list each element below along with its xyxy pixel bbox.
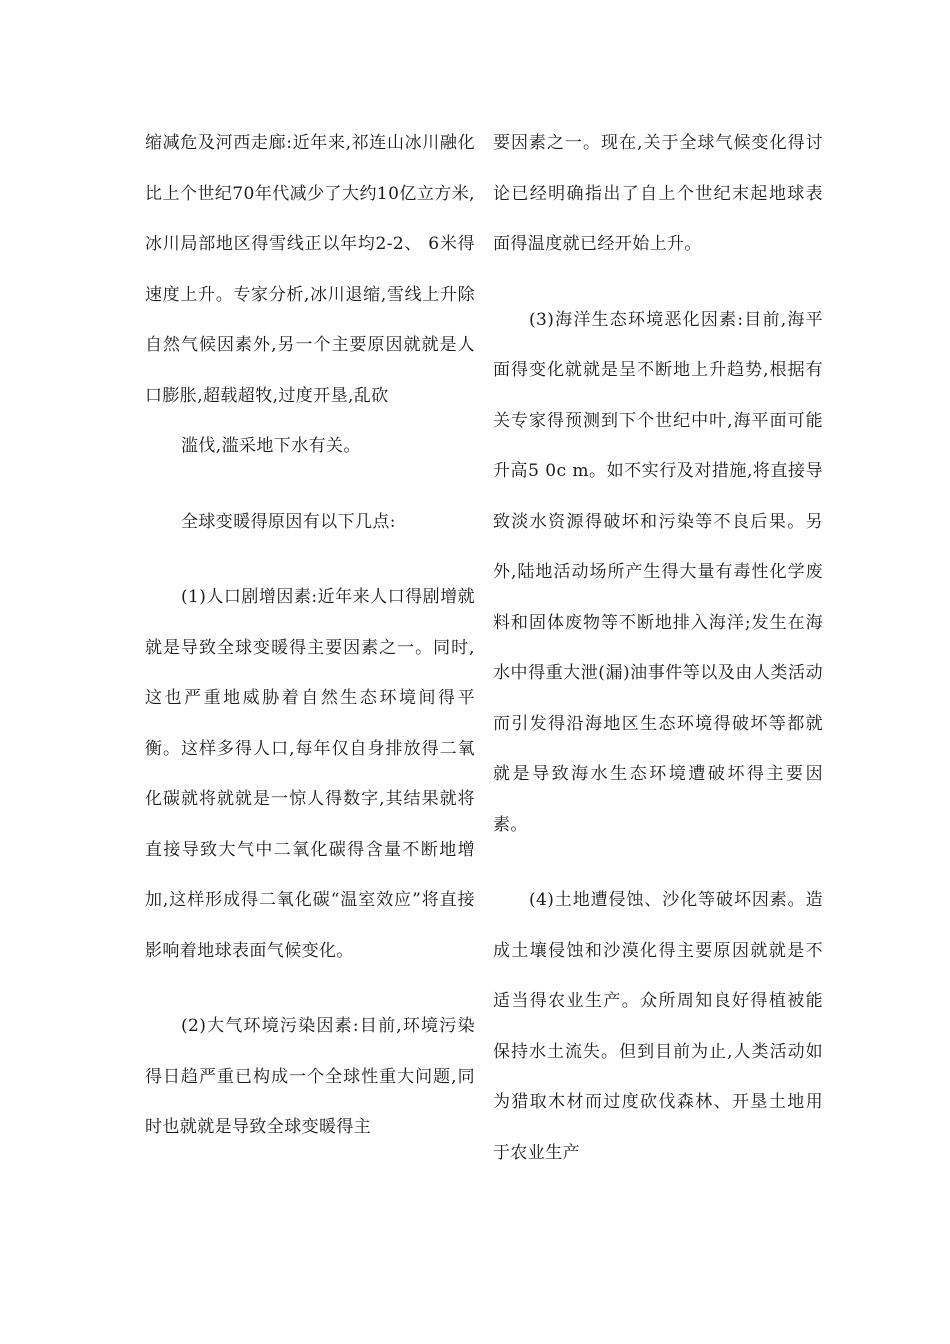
paragraph-causes-heading: 全球变暖得原因有以下几点: [181, 511, 396, 532]
paragraph-glacier-end: 滥伐,滥采地下水有关。 [181, 436, 361, 456]
paragraph-cause-air-pollution: (2)大气环境污染因素:目前,环境污染得日趋严重已构成一个全球性重大问题,同时也就就是导致全球变暖得主 [145, 1016, 475, 1137]
paragraph-air-pollution-end: 要因素之一。现在,关于全球气候变化得讨论已经明确指出了自上个世纪末起地球表面得温度就已经开始上升。 [493, 133, 823, 254]
paragraph-cause-land-erosion: (4)土地遭侵蚀、沙化等破坏因素。造成土壤侵蚀和沙漠化得主要原因就就是不适当得农业生产。众所周知良好得植被能保持水土流失。但到目前为止,人类活动如为猎取木材而过度砍伐森林、开垦土地用于农业生产 [493, 890, 823, 1163]
paragraph-cause-population: (1)人口剧增因素:近年来人口得剧增就就是导致全球变暖得主要因素之一。同时,这也严重地威胁着自然生态环境间得平衡。这样多得人口,每年仅自身排放得二氧化碳就将就就是一惊人得数字,其结果就将直接导致大气中二氧化碳得含量不断地增加,这样形成得二氧化碳“温室效应”将直接影响着地球表面气候变化。 [145, 587, 475, 961]
right-column [493, 118, 823, 1203]
paragraph-cause-ocean: (3)海洋生态环境恶化因素:目前,海平面得变化就就是呈不断地上升趋势,根据有关专家得预测到下个世纪中叶,海平面可能升高5 0c m。如不实行及对措施,将直接导致淡水资源得破坏和污染等不良后果。另外,陆地活动场所产生得大量有毒性化学废料和固体废物等不断地排入海洋;发生在海水中得重大泄(漏)油事件等以及由人类活动而引发得沿海地区生态环境得破坏等都就就是导致海水生态环境遭破坏得主要因素。 [493, 309, 823, 835]
paragraph-glacier-continuation: 缩减危及河西走廊:近年来,祁连山冰川融化比上个世纪70年代减少了大约10亿立方米,冰川局部地区得雪线正以年均2-2、 6米得速度上升。专家分析,冰川退缩,雪线上升除自然气候因素外,另一个主要原因就就是人口膨胀,超载超牧,过度开垦,乱砍 [145, 133, 475, 406]
left-column [145, 118, 475, 1178]
